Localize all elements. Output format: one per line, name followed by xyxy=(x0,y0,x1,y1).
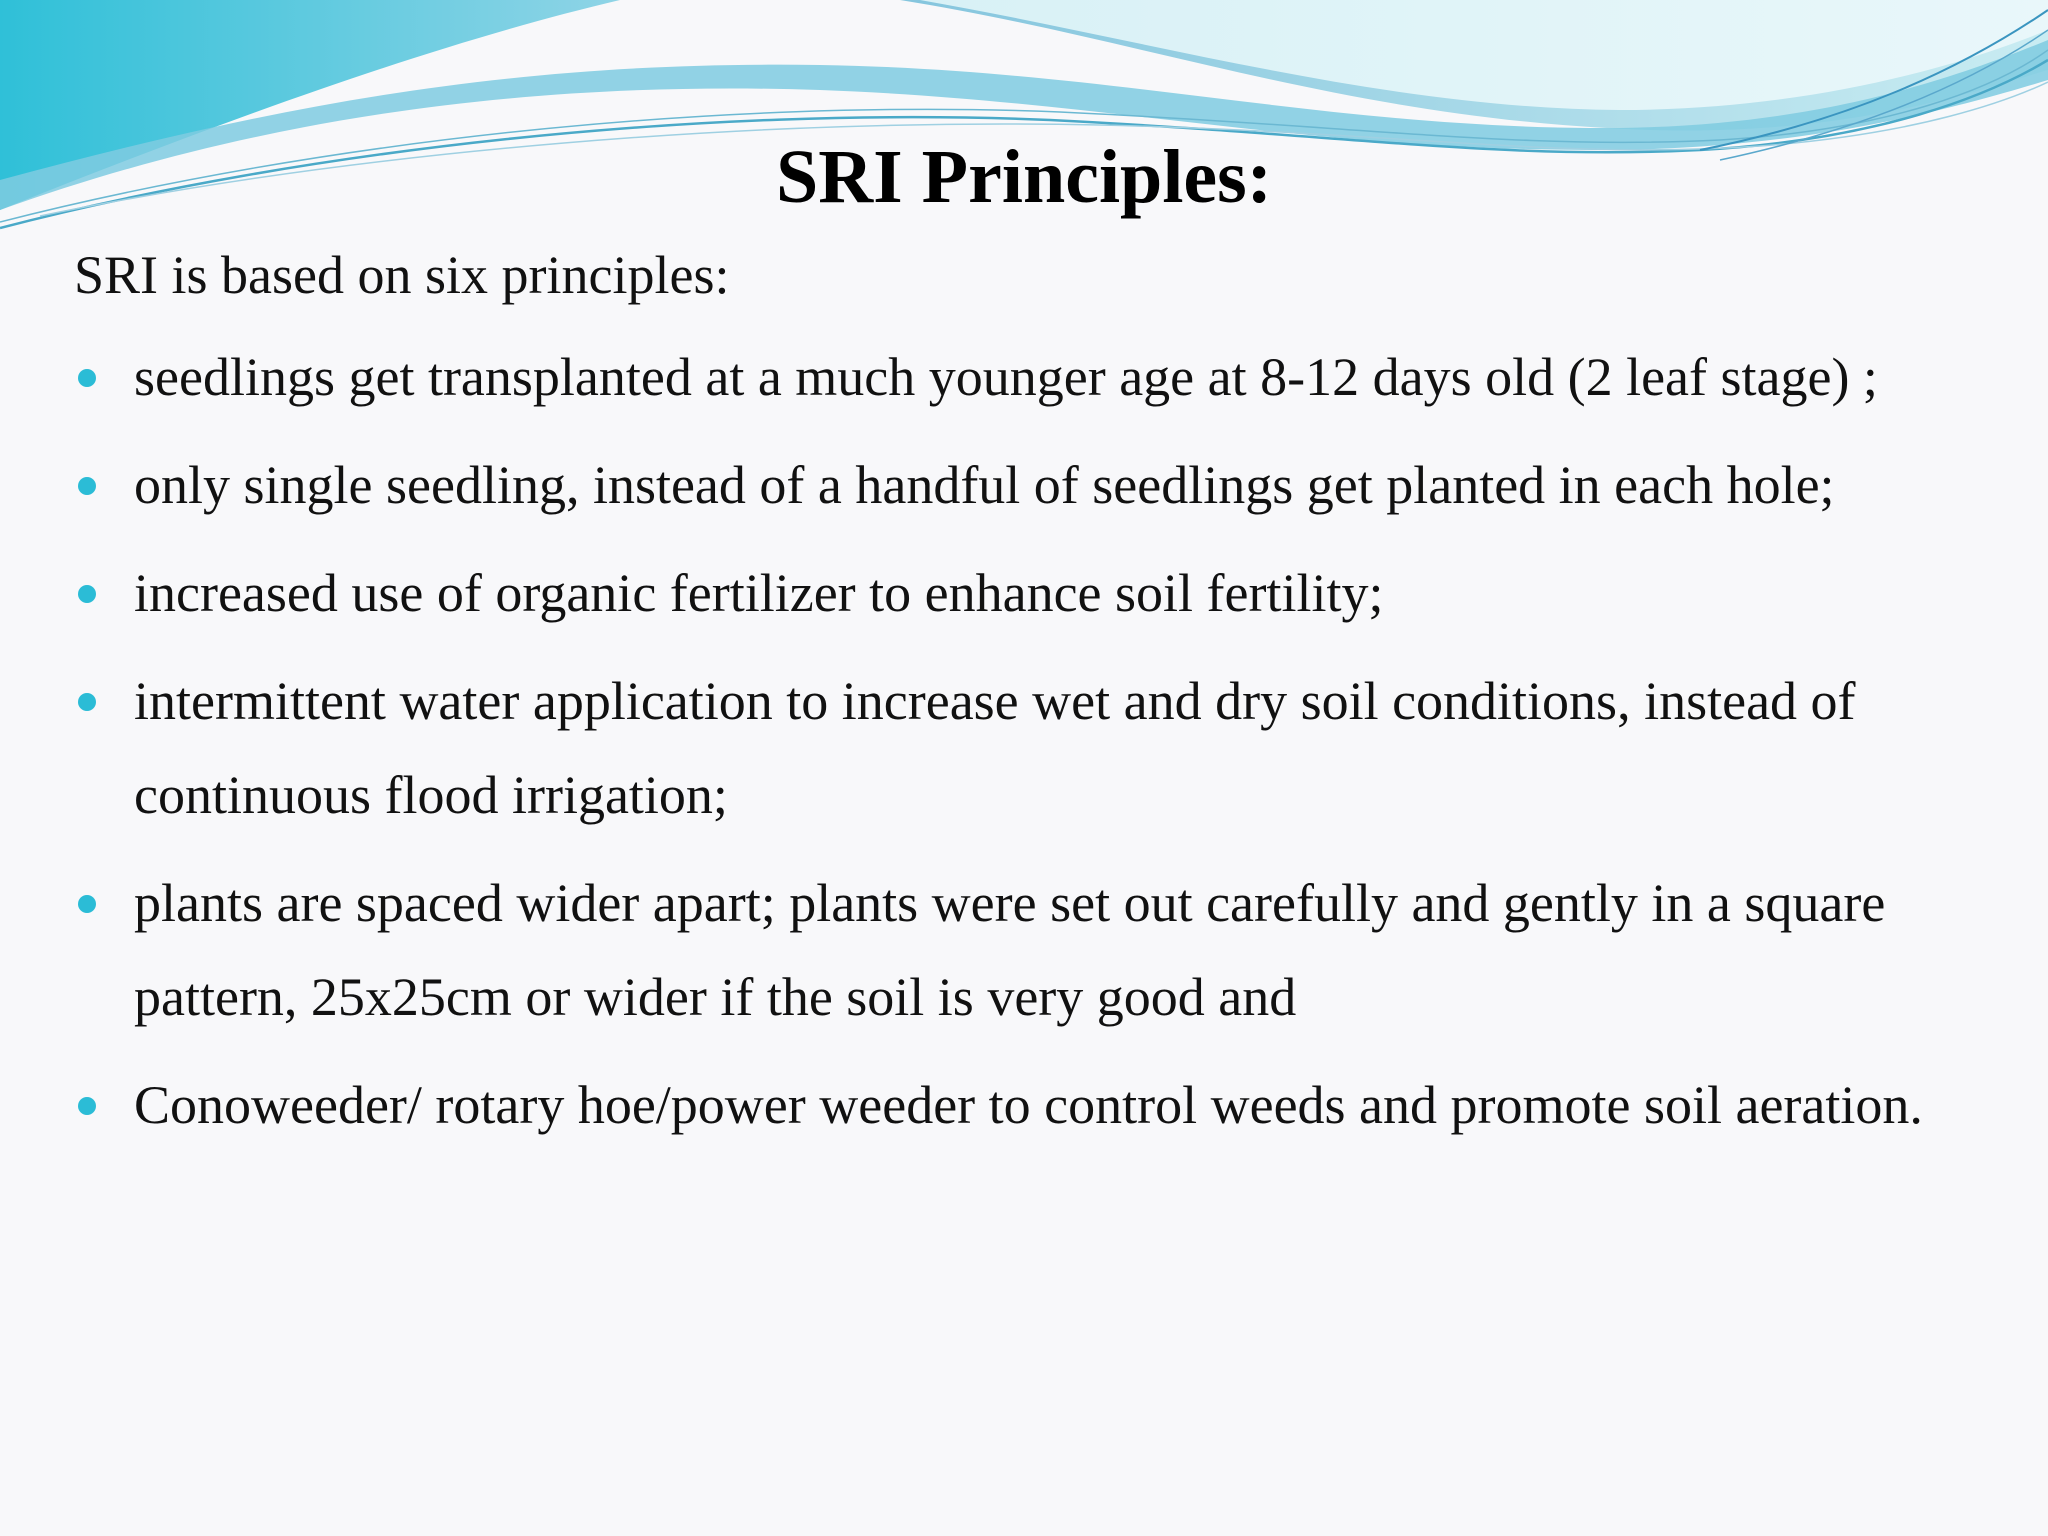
bullet-dot-icon xyxy=(78,895,96,913)
list-item xyxy=(74,438,1994,532)
bullet-dot-icon xyxy=(78,585,96,603)
list-item-text: Conoweeder/ rotary hoe/power weeder to control weeds and promote soil aeration. xyxy=(134,1075,1923,1135)
list-item-text: only single seedling, instead of a handful of seedlings get planted in each hole; xyxy=(134,455,1835,515)
principles-list xyxy=(74,330,1994,1166)
list-item xyxy=(74,330,1994,424)
list-item xyxy=(74,654,1994,842)
slide-title-text: SRI Principles: xyxy=(775,135,1273,219)
bullet-dot-icon xyxy=(78,1097,96,1115)
bullet-dot-icon xyxy=(78,477,96,495)
list-item-text: plants are spaced wider apart; plants were set out carefully and gently in a square pattern, 25x25cm or wider if the soil is very good and xyxy=(134,873,1886,1027)
intro-text: SRI is based on six principles: xyxy=(74,245,730,305)
slide-title xyxy=(0,132,2048,222)
list-item xyxy=(74,1058,1994,1152)
bullet-dot-icon xyxy=(78,369,96,387)
list-item-text: increased use of organic fertilizer to enhance soil fertility; xyxy=(134,563,1384,623)
list-item-text: seedlings get transplanted at a much younger age at 8-12 days old (2 leaf stage) ; xyxy=(134,347,1878,407)
list-item xyxy=(74,546,1994,640)
list-item-text: intermittent water application to increase wet and dry soil conditions, instead of continuous flood irrigation; xyxy=(134,671,1856,825)
bullet-dot-icon xyxy=(78,693,96,711)
list-item xyxy=(74,856,1994,1044)
